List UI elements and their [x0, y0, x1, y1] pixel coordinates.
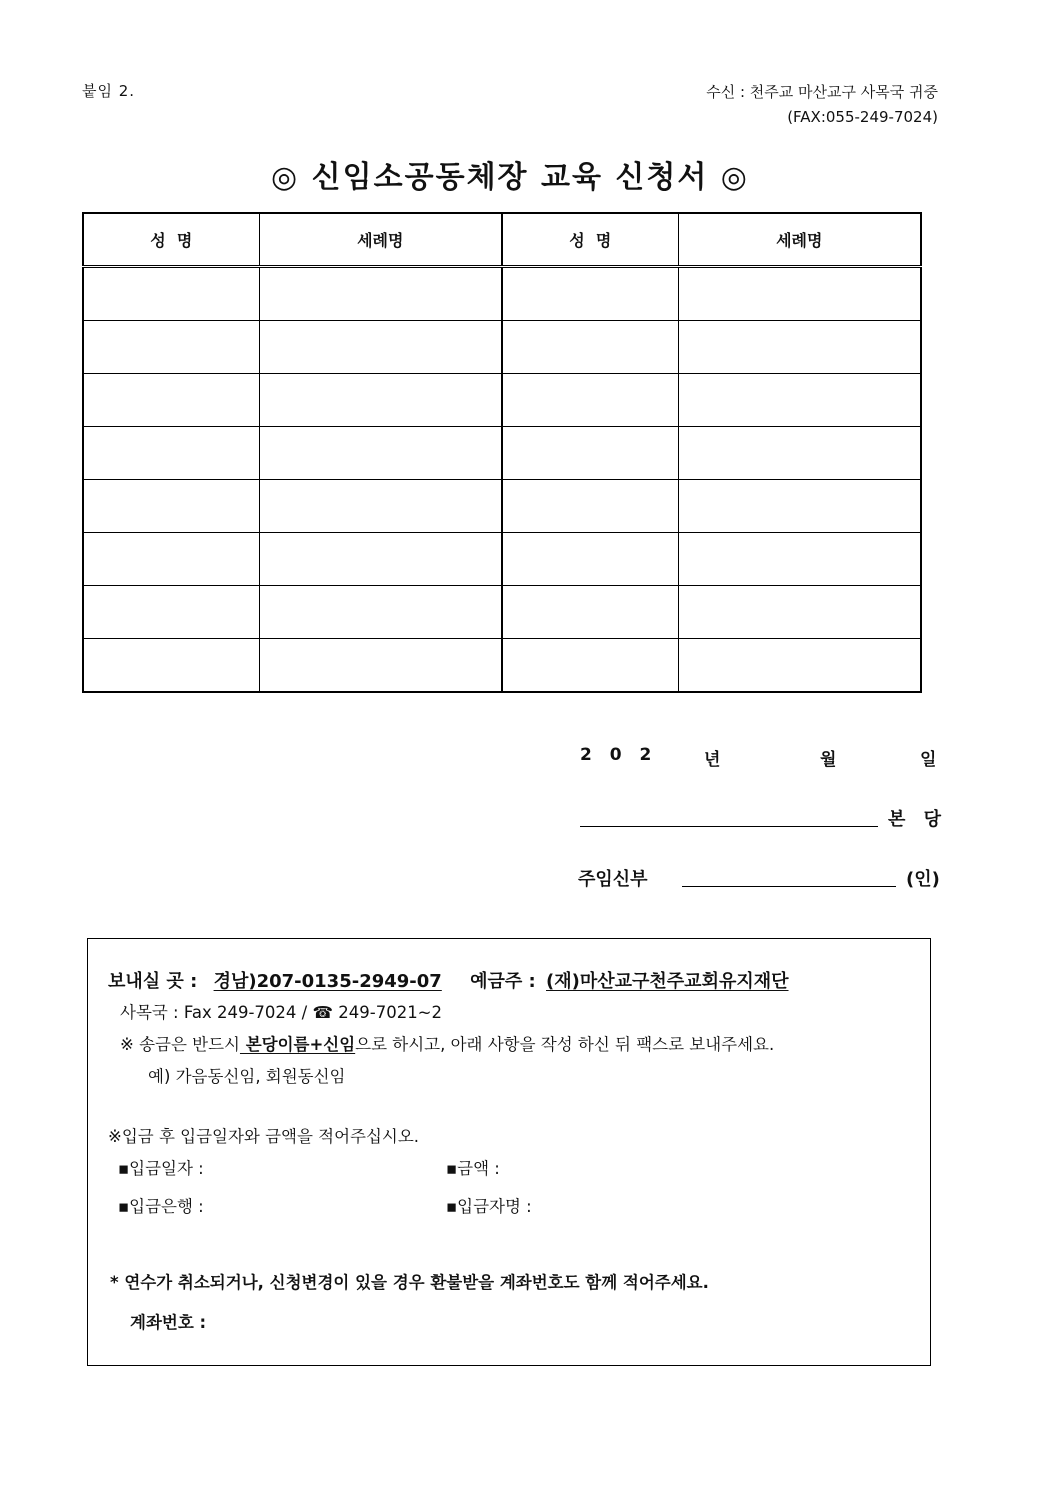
recipient-block [706, 80, 938, 130]
name-cell[interactable] [502, 480, 678, 533]
baptismal-cell[interactable] [678, 586, 921, 639]
holder-label: 예금주 : [470, 971, 536, 992]
table-row [83, 321, 921, 374]
baptismal-cell[interactable] [678, 427, 921, 480]
baptismal-cell[interactable] [678, 639, 921, 693]
baptismal-cell[interactable] [259, 374, 502, 427]
seal-mark: (인) [906, 869, 940, 890]
send-to-label: 보내실 곳 : [108, 971, 198, 992]
bank-field[interactable]: ▪입금은행 : [118, 1197, 204, 1216]
applicant-table [82, 212, 922, 693]
date-year: 년 [704, 750, 721, 770]
date-month: 월 [820, 750, 837, 770]
column-name-1: 성 명 [83, 213, 259, 267]
contact-line: 사목국 : Fax 249-7024 / ☎ 249-7021~2 [120, 1003, 443, 1022]
bank-account: 경남)207-0135-2949-07 [213, 971, 442, 992]
name-cell[interactable] [502, 586, 678, 639]
recipient: 수신 : 천주교 마산교구 사목국 귀중 [706, 83, 938, 101]
refund-note: * 연수가 취소되거나, 신청변경이 있을 경우 환불받을 계좌번호도 함께 적어주세요. [110, 1273, 709, 1292]
baptismal-cell[interactable] [259, 267, 502, 321]
account-number-field[interactable]: 계좌번호 : [130, 1313, 207, 1332]
date-year-prefix: 2 0 2 [580, 745, 658, 765]
attachment-label: 붙임 2. [82, 82, 136, 100]
table-row [83, 586, 921, 639]
table-row [83, 427, 921, 480]
baptismal-cell[interactable] [678, 374, 921, 427]
notice-box [87, 938, 931, 1366]
name-cell[interactable] [83, 639, 259, 693]
column-baptismal-1: 세례명 [259, 213, 502, 267]
baptismal-cell[interactable] [678, 533, 921, 586]
name-cell[interactable] [502, 533, 678, 586]
baptismal-cell[interactable] [259, 427, 502, 480]
remit-prefix: ※ 송금은 반드시 [120, 1035, 240, 1054]
name-cell[interactable] [502, 267, 678, 321]
fax-number: (FAX:055-249-7024) [787, 108, 938, 126]
account-holder: (재)마산교구천주교회유지재단 [546, 971, 789, 992]
name-cell[interactable] [83, 480, 259, 533]
name-cell[interactable] [83, 533, 259, 586]
remit-suffix: 으로 하시고, 아래 사항을 작성 하신 뒤 팩스로 보내주세요. [355, 1035, 775, 1054]
table-row [83, 267, 921, 321]
baptismal-cell[interactable] [259, 321, 502, 374]
name-cell[interactable] [83, 321, 259, 374]
baptismal-cell[interactable] [259, 639, 502, 693]
priest-signature-line[interactable] [682, 886, 896, 887]
baptismal-cell[interactable] [678, 480, 921, 533]
parish-input-line[interactable] [580, 826, 878, 827]
name-cell[interactable] [502, 374, 678, 427]
baptismal-cell[interactable] [678, 267, 921, 321]
column-name-2: 성 명 [502, 213, 678, 267]
amount-field[interactable]: ▪금액 : [446, 1159, 500, 1178]
name-cell[interactable] [83, 374, 259, 427]
table-row [83, 374, 921, 427]
send-to-line [108, 967, 789, 993]
name-cell[interactable] [502, 427, 678, 480]
remit-emphasis: 본당이름+신임 [239, 1035, 356, 1054]
baptismal-cell[interactable] [259, 480, 502, 533]
table-row [83, 639, 921, 693]
name-cell[interactable] [83, 586, 259, 639]
priest-label: 주임신부 [578, 869, 648, 890]
name-cell[interactable] [83, 427, 259, 480]
baptismal-cell[interactable] [259, 533, 502, 586]
table-row [83, 480, 921, 533]
table-row [83, 533, 921, 586]
column-baptismal-2: 세례명 [678, 213, 921, 267]
example-line: 예) 가음동신임, 회원동신임 [148, 1067, 346, 1086]
name-cell[interactable] [502, 321, 678, 374]
date-day: 일 [920, 750, 937, 770]
page-title: ◎ 신임소공동체장 교육 신청서 ◎ [271, 160, 749, 195]
parish-label: 본 당 [888, 809, 948, 830]
name-cell[interactable] [502, 639, 678, 693]
name-cell[interactable] [83, 267, 259, 321]
baptismal-cell[interactable] [259, 586, 502, 639]
after-deposit-note: ※입금 후 입금일자와 금액을 적어주십시오. [108, 1127, 420, 1146]
table-header-row [83, 213, 921, 267]
remit-line [120, 1031, 774, 1055]
baptismal-cell[interactable] [678, 321, 921, 374]
deposit-date-field[interactable]: ▪입금일자 : [118, 1159, 204, 1178]
depositor-field[interactable]: ▪입금자명 : [446, 1197, 532, 1216]
